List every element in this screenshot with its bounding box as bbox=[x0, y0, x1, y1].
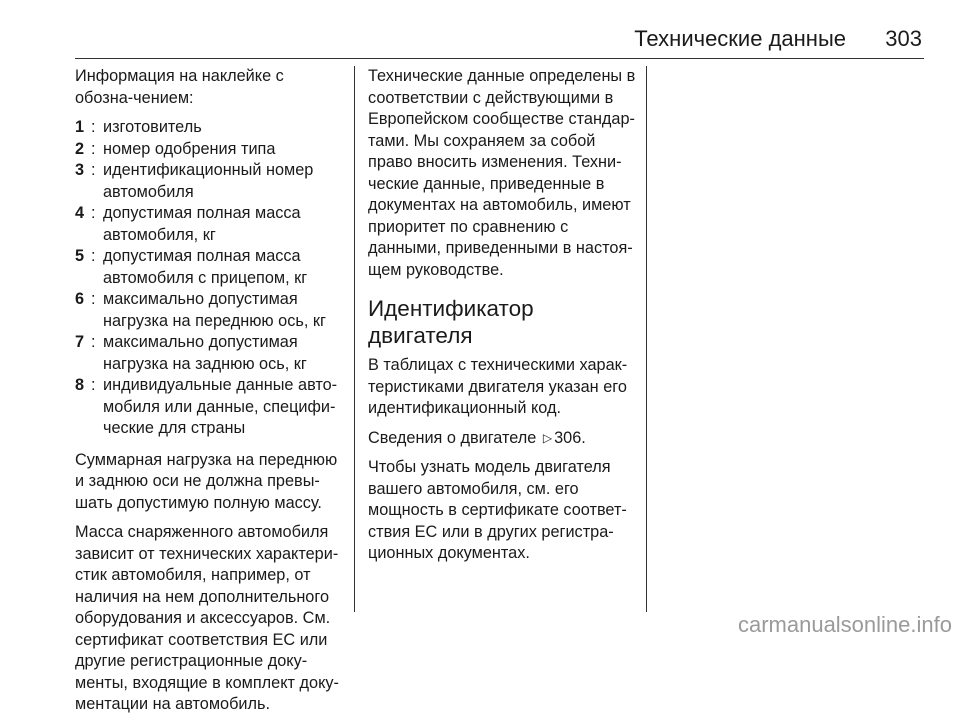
list-item: 5 : допустимая полная масса автомобиля с прицепом, кг bbox=[75, 247, 308, 287]
page-header bbox=[75, 26, 922, 56]
reference-text: Сведения о двигателе bbox=[368, 428, 537, 447]
label-intro: Информация на наклейке с обозна-чением: bbox=[75, 67, 284, 107]
engine-id-heading: Идентификатор двигателя bbox=[368, 296, 534, 348]
header-rule bbox=[75, 58, 924, 59]
list-item: 6 : максимально допустимая нагрузка на переднюю ось, кг bbox=[75, 290, 326, 330]
list-item: 8 : индивидуальные данные авто-мобиля или данные, специфи-ческие для страны bbox=[75, 376, 338, 437]
page-number: 303 bbox=[885, 26, 922, 51]
column-divider-2 bbox=[646, 66, 647, 612]
page-title: Технические данные bbox=[634, 26, 846, 51]
label-items-list bbox=[75, 117, 345, 440]
list-item: 1 : изготовитель bbox=[75, 118, 202, 136]
curb-weight-paragraph: Масса снаряженного автомобиля зависит от технических характери-стик автомобиля, например, от наличия на нем дополнительного оборудования и аксессуаров. См. сертификат соответствия ЕС или другие регистрационные доку-менты, входящие в комплект доку-ментации на автомобиль. bbox=[75, 523, 339, 713]
engine-code-paragraph: В таблицах с техническими харак-теристиками двигателя указан его идентификационный код. bbox=[368, 356, 628, 417]
list-item: 2 : номер одобрения типа bbox=[75, 139, 276, 158]
page-reference-icon: ▷ bbox=[542, 430, 553, 445]
watermark: carmanualsonline.info bbox=[737, 612, 952, 637]
list-item: 4 : допустимая полная масса автомобиля, кг bbox=[75, 204, 301, 244]
list-item: 3 : идентификационный номер автомобиля bbox=[75, 161, 314, 201]
engine-reference bbox=[368, 428, 636, 450]
tech-data-paragraph: Технические данные определены в соответствии с действующими в Европейском сообществе стандар-тами. Мы сохраняем за собой право вносить изменения. Техни-ческие данные, приведенные в документах на автомобиль, имеют приоритет по сравнению с данными, приведенными в настоя-щем руководстве. bbox=[368, 67, 636, 279]
engine-model-paragraph: Чтобы узнать модель двигателя вашего автомобиля, см. его мощность в сертификате соответ-ствия ЕС или в других регистра-ционных документах. bbox=[368, 458, 627, 562]
column-divider-1 bbox=[354, 66, 355, 612]
axle-load-paragraph: Суммарная нагрузка на переднюю и заднюю оси не должна превы-шать допустимую полную массу. bbox=[75, 450, 338, 512]
right-column bbox=[368, 66, 636, 573]
left-column bbox=[75, 66, 345, 724]
list-item: 7 : максимально допустимая нагрузка на заднюю ось, кг bbox=[75, 333, 307, 373]
reference-page[interactable]: 306. bbox=[554, 428, 586, 447]
